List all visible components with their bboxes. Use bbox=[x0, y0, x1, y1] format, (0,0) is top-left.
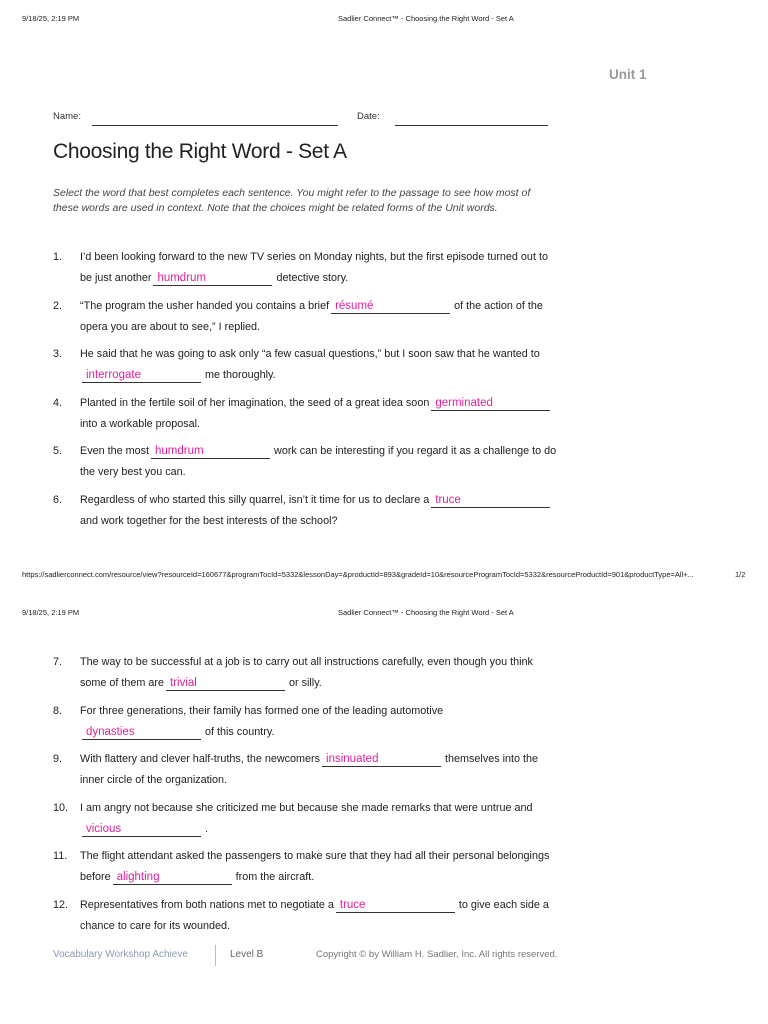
question-text-before: Even the most bbox=[80, 445, 150, 457]
answer-text: humdrum bbox=[157, 271, 207, 284]
question-text bbox=[80, 749, 560, 790]
question-text-before: I’d been looking forward to the new TV series on Monday nights, but the first episode turned out to be just another bbox=[80, 251, 548, 284]
question-text bbox=[80, 296, 560, 337]
question-text-after: themselves into the inner circle of the organization. bbox=[80, 753, 539, 786]
name-field[interactable] bbox=[92, 125, 338, 126]
question-number: 6. bbox=[53, 494, 63, 506]
date-label: Date: bbox=[357, 111, 380, 122]
question-text bbox=[80, 490, 560, 531]
answer-text: alighting bbox=[116, 870, 160, 883]
question-text-before: I am angry not because she criticized me but because she made remarks that were untrue and bbox=[80, 802, 533, 814]
question-text-after: into a workable proposal. bbox=[80, 417, 201, 430]
question-text-before: The way to be successful at a job is to carry out all instructions carefully, even though you think some of them are bbox=[80, 656, 533, 689]
question-text bbox=[80, 846, 560, 887]
worksheet-footer bbox=[53, 945, 653, 967]
question-item bbox=[0, 652, 768, 696]
answer-text: truce bbox=[339, 899, 366, 911]
copyright-notice: Copyright © by William H. Sadlier, Inc. All rights reserved. bbox=[316, 949, 558, 960]
question-number: 4. bbox=[53, 397, 63, 409]
question-text-after: of the action of the opera you are about to see,” I replied. bbox=[80, 300, 543, 333]
answer-text: germinated bbox=[435, 397, 493, 409]
question-text-before: For three generations, their family has formed one of the leading automotive bbox=[80, 705, 444, 717]
answer-blank[interactable] bbox=[82, 369, 201, 383]
question-text-after: or silly. bbox=[289, 676, 322, 689]
question-text-before: Regardless of who started this silly quarrel, isn’t it time for us to declare a bbox=[80, 494, 430, 506]
question-item bbox=[0, 296, 768, 340]
answer-text: insinuated bbox=[326, 753, 379, 765]
question-text-after: to give each side a chance to care for its wounded. bbox=[80, 899, 549, 932]
print-document-title: Sadlier Connect™ - Choosing the Right Word - Set A bbox=[338, 608, 514, 617]
answer-blank[interactable] bbox=[431, 494, 550, 508]
question-item bbox=[0, 701, 768, 745]
question-number: 5. bbox=[53, 445, 63, 457]
question-text-after: . bbox=[205, 822, 208, 835]
question-item bbox=[0, 798, 768, 842]
date-field[interactable] bbox=[395, 125, 548, 126]
question-text-after: me thoroughly. bbox=[205, 368, 276, 381]
question-item bbox=[0, 895, 768, 939]
answer-blank[interactable] bbox=[82, 823, 201, 837]
print-page-number: 1/2 bbox=[735, 570, 746, 579]
unit-label: Unit 1 bbox=[609, 67, 647, 82]
question-item bbox=[0, 846, 768, 890]
question-text-before: The flight attendant asked the passengers to make sure that they had all their personal belongings before bbox=[80, 850, 550, 883]
answer-text: vicious bbox=[86, 822, 122, 835]
print-document-title: Sadlier Connect™ - Choosing the Right Word - Set A bbox=[338, 14, 514, 23]
question-number: 1. bbox=[53, 251, 63, 263]
question-number: 8. bbox=[53, 705, 63, 717]
question-text-after: work can be interesting if you regard it as a challenge to do the very best you can. bbox=[80, 445, 557, 478]
question-text bbox=[80, 393, 560, 434]
print-timestamp: 9/18/25, 2:19 PM bbox=[22, 608, 80, 617]
answer-blank[interactable] bbox=[336, 899, 455, 913]
question-item bbox=[0, 393, 768, 437]
answer-blank[interactable] bbox=[322, 753, 441, 767]
question-text bbox=[80, 441, 560, 482]
answer-blank[interactable] bbox=[153, 272, 272, 286]
question-number: 11. bbox=[53, 850, 68, 862]
question-item bbox=[0, 247, 768, 291]
question-item bbox=[0, 749, 768, 793]
instructions: Select the word that best completes each sentence. You might refer to the passage to see how most of these words are used in context. Note that the choices might be related forms of the Unit words. bbox=[53, 187, 531, 214]
answer-text: humdrum bbox=[155, 445, 204, 457]
answer-text: trivial bbox=[170, 676, 197, 689]
answer-text: interrogate bbox=[86, 368, 141, 381]
question-text bbox=[80, 344, 560, 385]
question-text-before: “The program the usher handed you contains a brief bbox=[80, 300, 330, 312]
question-text bbox=[80, 895, 560, 936]
question-number: 2. bbox=[53, 300, 63, 312]
question-text-before: Planted in the fertile soil of her imagination, the seed of a great idea soon bbox=[80, 397, 430, 409]
question-number: 9. bbox=[53, 753, 63, 765]
question-text bbox=[80, 652, 560, 693]
question-text-after: of this country. bbox=[205, 725, 275, 738]
page-title: Choosing the Right Word - Set A bbox=[53, 140, 347, 163]
footer-divider bbox=[215, 945, 216, 966]
question-item bbox=[0, 441, 768, 485]
question-text bbox=[80, 701, 560, 742]
question-item bbox=[0, 344, 768, 388]
answer-blank[interactable] bbox=[331, 300, 450, 314]
question-text-after: and work together for the best interests of the school? bbox=[80, 514, 338, 527]
question-text-before: He said that he was going to ask only “a few casual questions,” but I soon saw that he wanted to bbox=[80, 348, 540, 360]
answer-text: truce bbox=[435, 494, 461, 506]
level-label: Level B bbox=[230, 949, 264, 960]
answer-text: résumé bbox=[335, 300, 374, 312]
question-text bbox=[80, 798, 560, 839]
answer-blank[interactable] bbox=[151, 445, 270, 459]
question-text-before: With flattery and clever half-truths, the newcomers bbox=[80, 753, 321, 765]
answer-blank[interactable] bbox=[166, 677, 285, 691]
question-text-after: detective story. bbox=[276, 271, 349, 284]
answer-blank[interactable] bbox=[113, 871, 232, 885]
question-item bbox=[0, 490, 768, 534]
question-text-before: Representatives from both nations met to negotiate a bbox=[80, 899, 334, 911]
question-number: 3. bbox=[53, 348, 63, 360]
answer-text: dynasties bbox=[86, 725, 135, 738]
answer-blank[interactable] bbox=[431, 397, 550, 411]
question-number: 12. bbox=[53, 899, 69, 911]
brand-name: Vocabulary Workshop Achieve bbox=[53, 949, 188, 960]
name-label: Name: bbox=[53, 111, 81, 122]
question-number: 10. bbox=[53, 802, 69, 814]
print-url: https://sadlierconnect.com/resource/view?resourceId=160677&programTocId=5332&lessonDay=&productId=893&gradeId=10&resourceProgramTocId=5332&resourceProductId=901&productType=All+... bbox=[22, 570, 694, 579]
answer-blank[interactable] bbox=[82, 726, 201, 740]
question-number: 7. bbox=[53, 656, 63, 668]
question-text bbox=[80, 247, 560, 288]
question-text-after: from the aircraft. bbox=[235, 870, 315, 883]
print-timestamp: 9/18/25, 2:19 PM bbox=[22, 14, 80, 23]
